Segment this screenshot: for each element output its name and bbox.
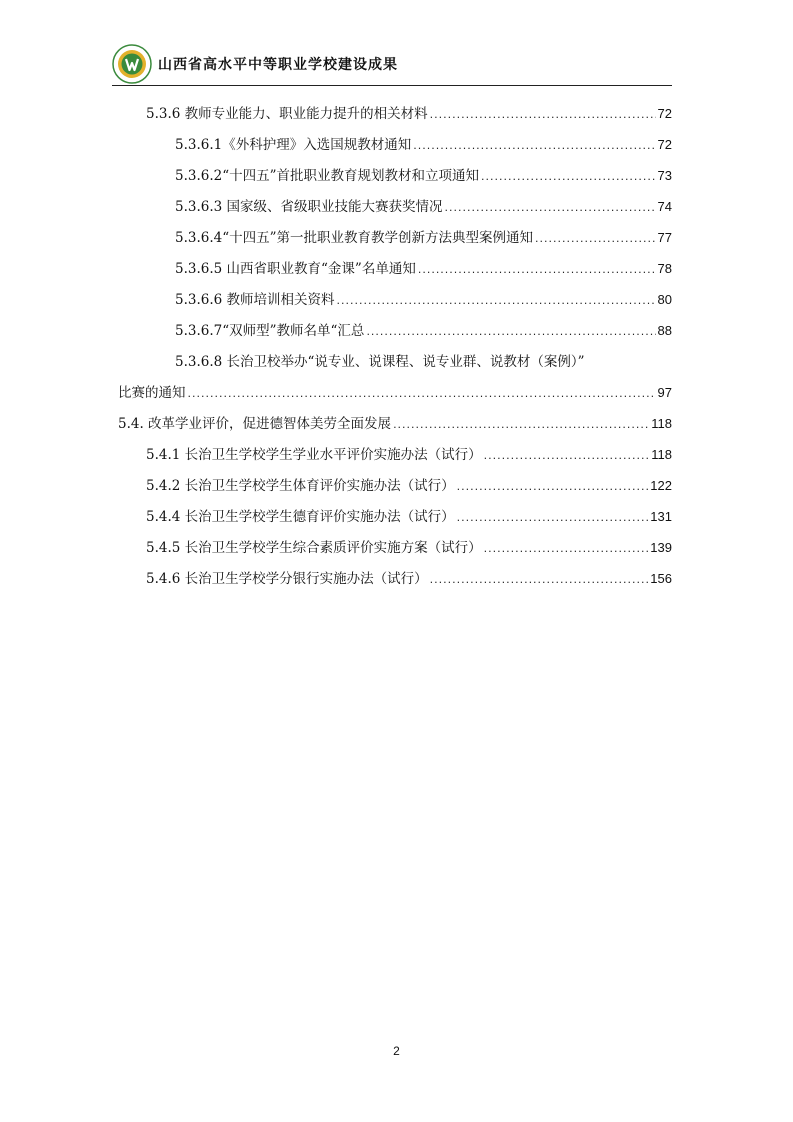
toc-entry-page: 139 (650, 540, 672, 555)
toc-entry-label: 5.3.6.1《外科护理》入选国规教材通知 (175, 137, 412, 153)
toc-entry-page: 156 (650, 571, 672, 586)
toc-entry-page: 72 (657, 137, 672, 152)
toc-entry[interactable] (175, 135, 672, 155)
page-number: 2 (393, 1044, 400, 1058)
toc-dot-leader (393, 416, 649, 434)
toc-entry[interactable] (146, 538, 672, 558)
toc-dot-leader (481, 168, 655, 186)
toc-entry-page: 122 (650, 478, 672, 493)
toc-dot-leader (535, 230, 655, 248)
toc-dot-leader (337, 292, 656, 310)
toc-entry[interactable] (146, 445, 672, 465)
toc-dot-leader (457, 478, 649, 496)
toc-dot-leader (430, 106, 656, 124)
toc-entry[interactable] (175, 259, 672, 279)
toc-entry-wrapped-line[interactable]: 5.3.6.8 长治卫校举办“说专业、说课程、说专业群、说教材（案例）” (175, 354, 585, 370)
toc-entry-label: 5.3.6.6 教师培训相关资料 (175, 292, 335, 308)
toc-entry-label: 5.4.5 长治卫生学校学生综合素质评价实施方案（试行） (146, 540, 482, 556)
toc-dot-leader (188, 385, 656, 403)
toc-dot-leader (430, 571, 649, 589)
toc-entry-label: 5.3.6.5 山西省职业教育“金课”名单通知 (175, 261, 416, 277)
toc-dot-leader (484, 540, 649, 558)
toc-entry[interactable] (118, 383, 672, 403)
toc-entry-label: 5.4.4 长治卫生学校学生德育评价实施办法（试行） (146, 509, 455, 525)
toc-entry-label: 5.3.6.4“十四五”第一批职业教育教学创新方法典型案例通知 (175, 230, 534, 246)
header-title: 山西省高水平中等职业学校建设成果 (158, 57, 398, 73)
toc-entry[interactable] (146, 569, 672, 589)
toc-dot-leader (418, 261, 656, 279)
toc-entry-label: 5.3.6 教师专业能力、职业能力提升的相关材料 (146, 106, 428, 122)
toc-entry-label: 5.3.6.3 国家级、省级职业技能大赛获奖情况 (175, 199, 443, 215)
toc-entry-page: 88 (657, 323, 672, 338)
toc-entry[interactable] (146, 507, 672, 527)
toc-entry-page: 73 (657, 168, 672, 183)
toc-entry[interactable] (146, 476, 672, 496)
toc-entry-page: 74 (657, 199, 672, 214)
toc-entry[interactable] (175, 228, 672, 248)
toc-entry-page: 80 (657, 292, 672, 307)
toc-dot-leader (366, 323, 655, 341)
toc-entry-page: 118 (651, 416, 672, 431)
toc-entry-label: 5.3.6.2“十四五”首批职业教育规划教材和立项通知 (175, 168, 480, 184)
toc-dot-leader (457, 509, 649, 527)
toc-entry[interactable] (175, 290, 672, 310)
toc-dot-leader (484, 447, 650, 465)
toc-entry-label: 5.4.6 长治卫生学校学分银行实施办法（试行） (146, 571, 428, 587)
toc-entry[interactable] (146, 104, 672, 124)
toc-entry-page: 78 (657, 261, 672, 276)
toc-dot-leader (445, 199, 656, 217)
toc-entry-label: 5.3.6.7“双师型”教师名单“汇总 (175, 323, 365, 339)
toc-entry[interactable] (175, 321, 672, 341)
toc-entry[interactable] (118, 414, 672, 434)
toc-entry-page: 118 (651, 447, 672, 462)
toc-entry-page: 131 (650, 509, 672, 524)
toc-entry-label: 5.4.2 长治卫生学校学生体育评价实施办法（试行） (146, 478, 455, 494)
toc-dot-leader (413, 137, 655, 155)
toc-entry-page: 77 (657, 230, 672, 245)
toc-entry-label: 5.4. 改革学业评价，促进德智体美劳全面发展 (118, 416, 392, 432)
toc-entry[interactable] (175, 197, 672, 217)
toc-entry-label: 比赛的通知 (118, 385, 186, 401)
toc-entry-label: 5.4.1 长治卫生学校学生学业水平评价实施办法（试行） (146, 447, 482, 463)
toc-entry[interactable] (175, 166, 672, 186)
toc-entry-page: 72 (657, 106, 672, 121)
toc-entry-page: 97 (657, 385, 672, 400)
